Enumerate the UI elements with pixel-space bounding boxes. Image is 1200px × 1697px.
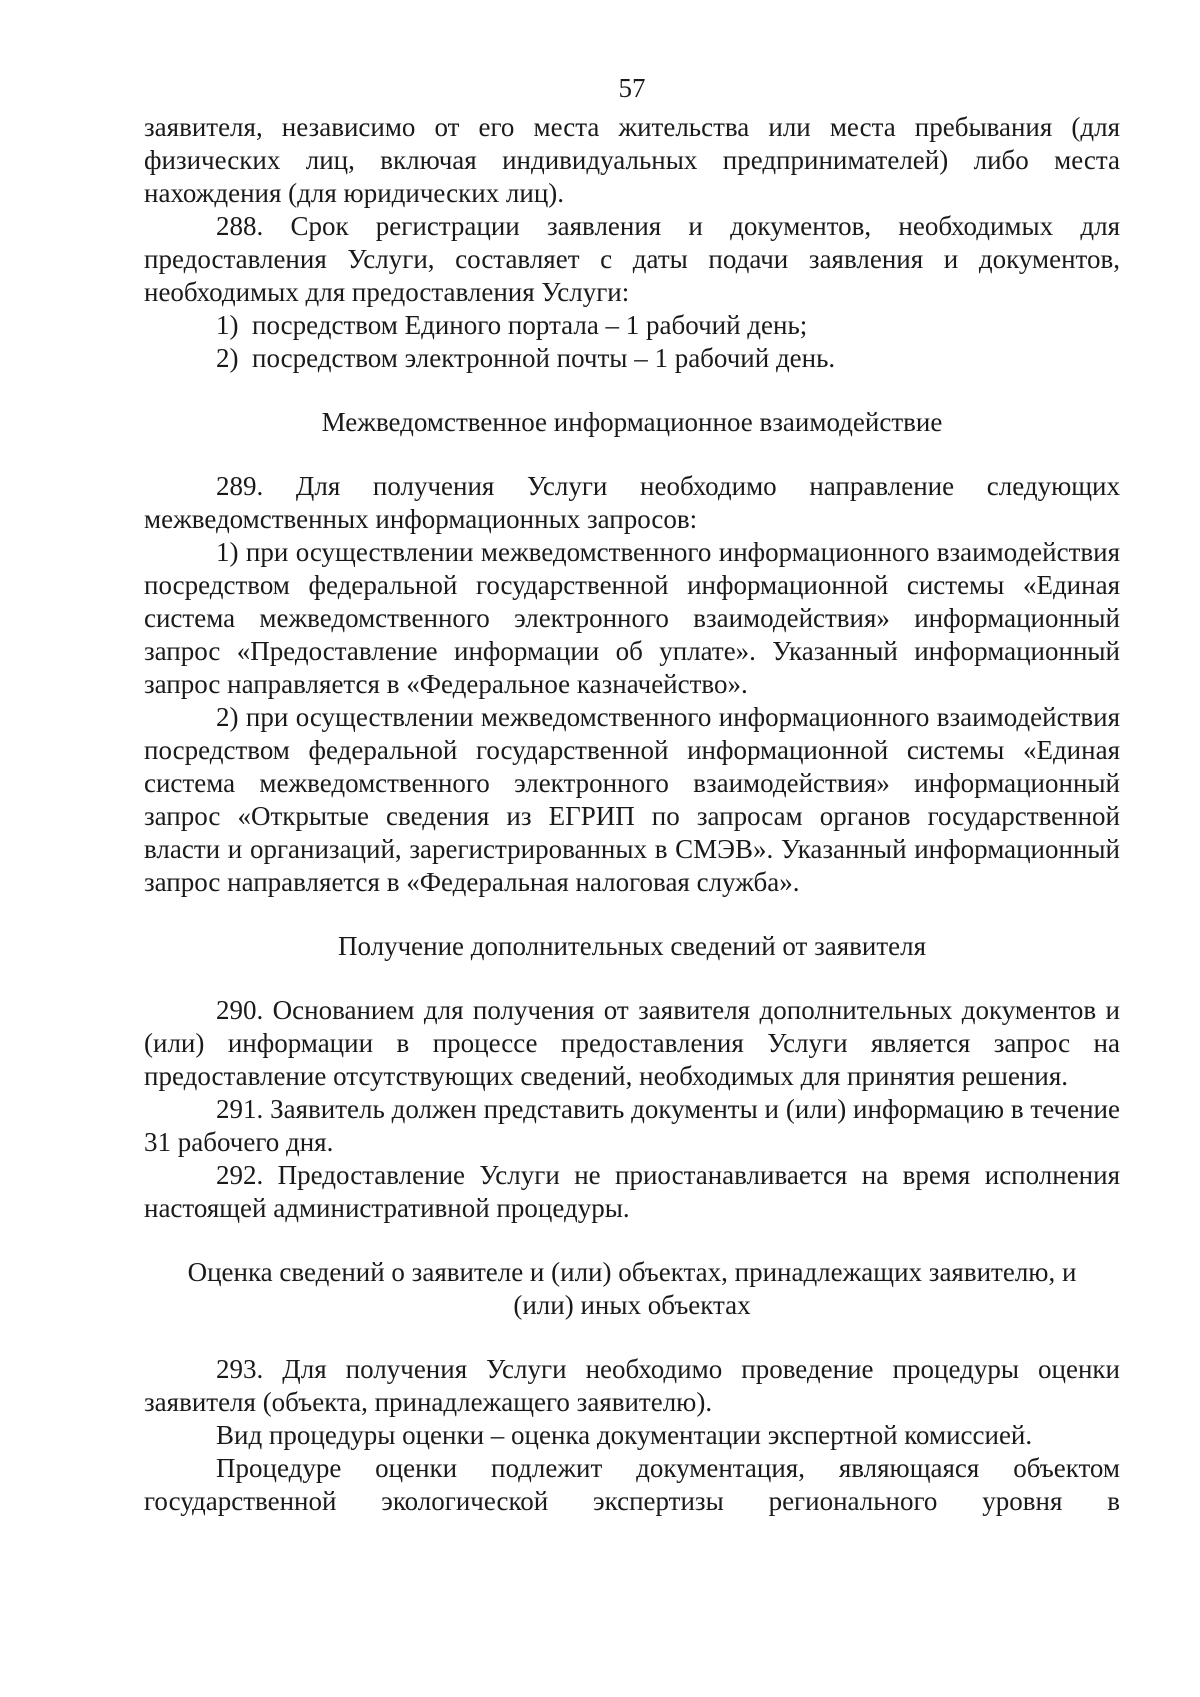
page-number: 57 bbox=[618, 73, 646, 103]
paragraph-293-subject: Процедуре оценки подлежит документация, являющаяся объектом государственной экологической экспертизы регионального уровня в bbox=[144, 1453, 1120, 1516]
paragraph-292: 292. Предоставление Услуги не приостанавливается на время исполнения настоящей административной процедуры. bbox=[144, 1160, 1120, 1223]
list-item-288-2: 2) посредством электронной почты – 1 рабочий день. bbox=[216, 343, 836, 373]
section-heading-assessment-line-2: (или) иных объектах bbox=[513, 1290, 751, 1320]
section-heading-assessment-line-1: Оценка сведений о заявителе и (или) объектах, принадлежащих заявителю, и bbox=[187, 1257, 1077, 1287]
section-heading-interagency: Межведомственное информационное взаимодействие bbox=[321, 407, 943, 437]
list-item-289-2: 2) при осуществлении межведомственного информационного взаимодействия посредством федеральной государственной информационной системы «Единая система межведомственного электронного взаимодействия» информационный запрос «Открытые сведения из ЕГРИП по запросам органов государственной власти и организаций, зарегистрированных в СМЭВ». Указанный информационный запрос направляется в «Федеральная налоговая служба». bbox=[144, 702, 1120, 897]
list-item-289-1: 1) при осуществлении межведомственного информационного взаимодействия посредством федеральной государственной информационной системы «Единая система межведомственного электронного взаимодействия» информационный запрос «Предоставление информации об уплате». Указанный информационный запрос направляется в «Федеральное казначейство». bbox=[144, 537, 1120, 699]
paragraph-290: 290. Основанием для получения от заявителя дополнительных документов и (или) информации в процессе предоставления Услуги является запрос на предоставление отсутствующих сведений, необходимых для принятия решения. bbox=[144, 995, 1120, 1091]
paragraph-288: 288. Срок регистрации заявления и документов, необходимых для предоставления Услуги, составляет с даты подачи заявления и документов, необходимых для предоставления Услуги: bbox=[144, 211, 1120, 307]
paragraph-293-kind: Вид процедуры оценки – оценка документации экспертной комиссией. bbox=[216, 1420, 1033, 1450]
paragraph-293: 293. Для получения Услуги необходимо проведение процедуры оценки заявителя (объекта, принадлежащего заявителю). bbox=[144, 1354, 1120, 1417]
list-item-288-1: 1) посредством Единого портала – 1 рабочий день; bbox=[216, 310, 808, 340]
paragraph-continuation: заявителя, независимо от его места жительства или места пребывания (для физических лиц, включая индивидуальных предпринимателей) либо места нахождения (для юридических лиц). bbox=[144, 112, 1120, 208]
paragraph-291: 291. Заявитель должен представить документы и (или) информацию в течение 31 рабочего дня. bbox=[144, 1094, 1120, 1157]
paragraph-289: 289. Для получения Услуги необходимо направление следующих межведомственных информационных запросов: bbox=[144, 471, 1120, 534]
document-page bbox=[144, 72, 1120, 1518]
section-heading-additional-info: Получение дополнительных сведений от заявителя bbox=[337, 931, 927, 961]
